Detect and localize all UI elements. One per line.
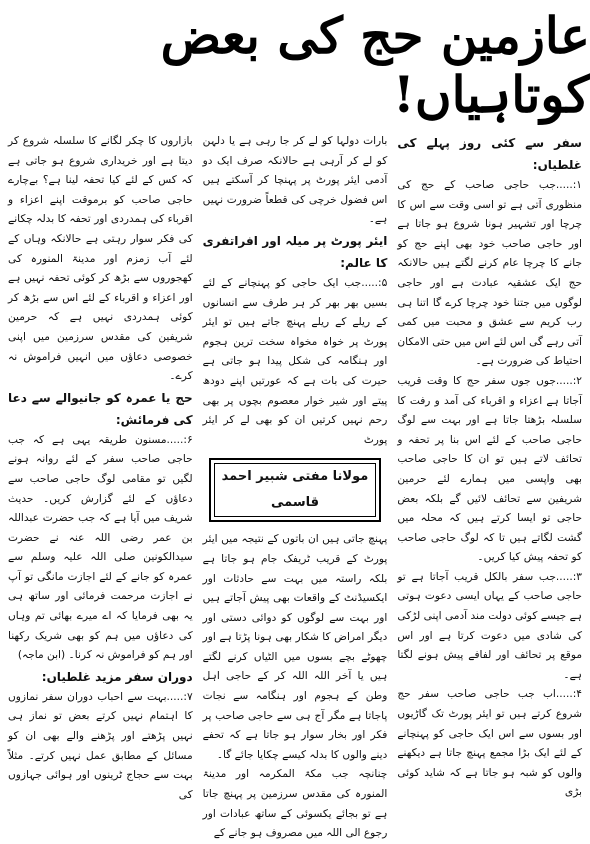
byline-box bbox=[209, 458, 382, 522]
paragraph: چنانچہ جب مکۃ المکرمہ اور مدینۃ المنورہ کی مقدس سرزمین پر پہنچ جاتا ہے تو بجائے یکسوئی کے ساتھ عبادات اور رجوع الی اللہ میں مصروف ہو جانے کے bbox=[202, 768, 388, 840]
paragraph: پہنچ جاتی ہیں ان باتوں کے نتیجہ میں ایئر پورٹ کے قریب ٹریفک جام ہو جاتا ہے بلکہ راستہ میں بہت سے حادثات اور ایکسیڈنٹ کے واقعات بھی پیش آجاتے ہیں اور بہت سے لوگوں کو دوائی دستی اور دیگر امراض کا شکار بھی ہونا پڑتا ہے اور چھوٹے بچے بسوں میں الٹیاں کرنے لگتے ہیں یا آخر اللہ اللہ کر کے حاجی اہل وطن کے ہجوم اور ہنگامہ سے نجات پاجاتا ہے مگر آج ہی سے حاجی صاحب پر فکر اور بخار سوار ہو جاتا ہے کہ تحفے دینے والوں کا بدلہ کیسے چکایا جائے گا۔ bbox=[202, 533, 388, 761]
article-columns bbox=[7, 132, 582, 840]
subheading: دوران سفر مزید غلطیاں: bbox=[41, 669, 193, 684]
paragraph: ۵:.....جب ایک حاجی کو پہنچانے کے لئے بسیں بھر بھر کر ہر طرف سے انسانوں کے ریلے کے ریلے پہنچ جاتے ہیں تو ایئر پورٹ پر خواہ مخواہ سخت ترین ہجوم اور ہنگامہ کی شکل پیدا ہو جاتی ہے حیرت کی بات ہے کہ عورتیں اپنے دودھ پیتے اور شیر خوار معصوم بچوں پر بھی رحم نہیں کرتیں ان کو بھی لے کر ایئر پورٹ bbox=[202, 276, 388, 446]
paragraph: ۴:.....اب جب حاجی صاحب سفر حج شروع کرتے ہیں تو ایئر پورٹ تک گاڑیوں اور بسوں سے اس ایک حاجی کو پہنچانے کے لئے ایک بڑا مجمع پہنچ جاتا ہے دیکھنے والوں کو شبہ ہو جاتا ہے کہ شاید کوئی بڑی bbox=[397, 688, 582, 799]
column-1 bbox=[397, 132, 582, 799]
subheading: ایئر پورٹ پر میلہ اور افراتفری کا عالم: bbox=[202, 233, 388, 270]
paragraph: بارات دولہا کو لے کر جا رہی ہے یا دلہن کو لے کر آرہی ہے حالانکہ صرف ایک دو آدمی ایئر پورٹ پر پہنچا کر آسکتے ہیں اس فضول خرچی کی قطعاً ضرورت نہیں ہے۔ bbox=[202, 135, 388, 226]
subheading: حج یا عمرہ کو جانیوالے سے دعا کی فرمائش: bbox=[7, 390, 193, 427]
paragraph: ۷:.....بہت سے احباب دوران سفر نمازوں کا اہتمام نہیں کرتے بعض تو نماز ہی نہیں پڑھتے اور پڑھنے والے بھی ان کو مسائل کے مطابق عمل نہیں کرتے۔ مثلاً بہت سے حجاج ٹرینوں اور ہوائی جہازوں کی bbox=[7, 690, 193, 801]
column-2 bbox=[202, 132, 388, 840]
author-byline: مولانا مفتی شبیر احمد قاسمی bbox=[214, 463, 377, 517]
headline: عازمین حج کی بعض کوتاہیاں! bbox=[160, 6, 590, 124]
paragraph: ۲:.....جوں جوں سفر حج کا وقت قریب آجاتا ہے اعزاء و اقرباء کی آمد و رفت کا سلسلہ بڑھتا جاتا ہے اور بہت سے لوگ حاجی صاحب کے لئے اس بنا پر تحفہ و تحائف لاتے ہیں تو ان کا حاجی صاحب بھی واپسی میں ہمارے لئے حرمین شریفین سے تحائف لائیں گے بلکہ بعض حاجی تو ایسا کرتے ہیں کہ محلہ میں گشت لگاتے ہیں تا کہ لوگ حاجی صاحب کو تحفہ پیش کیا کریں۔ bbox=[397, 374, 582, 564]
subheading: سفر سے کئی روز پہلے کی غلطیاں: bbox=[397, 136, 582, 172]
paragraph: بازاروں کا چکر لگانے کا سلسلہ شروع کر دیتا ہے اور خریداری شروع ہو جاتی ہے کہ کس کے لئے کیا تحفہ لینا ہے؟ بےچارے حاجی صاحب کو برموقت اپنے اعزاء و اقرباء کی ہمدردی اور تحفہ کا بدلہ چکانے کی فکر سوار رہتی ہے حالانکہ وہاں کے لئے آب زمزم اور مدینۃ المنورہ کی کھجوروں سے بڑھ کر کوئی تحفہ نہیں ہے اور اعزاء و اقرباء کے لئے اس سے بڑھ کر کوئی ہمدردی نہیں ہے کہ حرمین شریفین کی مقدس سرزمین میں اپنی خصوصی دعاؤں میں انہیں فراموش نہ کرے۔ bbox=[7, 135, 193, 383]
paragraph: ۱:.....جب حاجی صاحب کے حج کی منظوری آتی ہے تو اسی وقت سے اس کا چرچا اور تشہیر ہونا شروع ہو جاتا ہے اور حاجی صاحب خود بھی اپنے حج کو جانے کا چرچا عام کرنے لگتے ہیں حالانکہ حج ایک عشقیہ عبادت ہے اور حاجی لوگوں میں جتنا خود چرچا کرے گا اتنا ہی رب کریم سے عشق و محبت میں کمی آتی رہے گی اس لئے اس میں حتی الامکان احتیاط کی ضرورت ہے۔ bbox=[397, 179, 582, 368]
paragraph: ۳:.....جب سفر بالکل قریب آجاتا ہے تو حاجی صاحب کے یہاں ایسی دعوت ہوتی ہے جیسے کوئی دولت مند آدمی اپنی لڑکی کی شادی میں دعوت کرتا ہے اور اس موقع پر تحائف اور لفافے پیش ہونے لگتا ہے۔ bbox=[397, 570, 582, 681]
column-3 bbox=[7, 132, 193, 801]
paragraph: ۶:.....مسنون طریقہ یہی ہے کہ جب حاجی صاحب سفر کے لئے روانہ ہونے لگیں تو مقامی لوگ حاجی صاحب سے دعاؤں کے لئے گزارش کریں۔ حدیث شریف میں آیا ہے کہ جب حضرت عبداللہ بن عمر رضی اللہ عنہ نے حضرت سیدالکونین صلی اللہ علیہ وسلم سے عمرہ کو جانے کے لئے اجازت مانگی تو آپ نے اجازت مرحمت فرمائی اور ساتھ ہی یہ بھی فرمایا کہ اے میرے بھائی تم وہاں کی دعاؤں میں ہم کو بھی شریک رکھنا اور ہم کو فراموش نہ کرنا۔ (ابن ماجہ) bbox=[7, 433, 193, 662]
